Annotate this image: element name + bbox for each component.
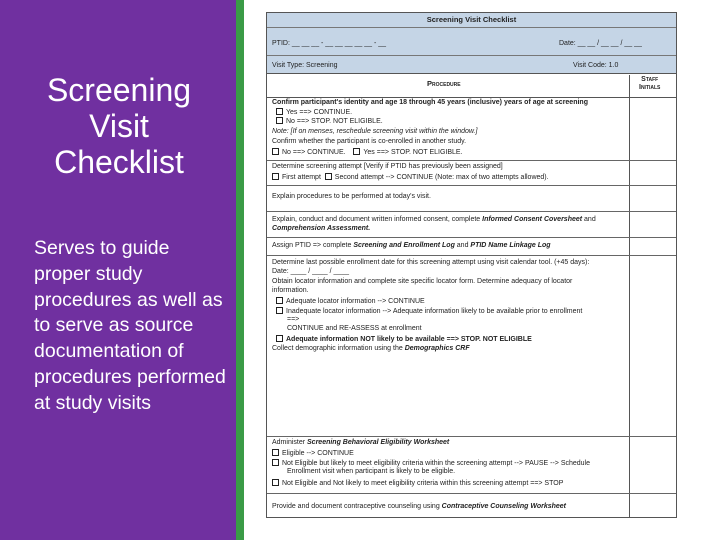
checklist-option: First attempt Second attempt --> CONTINUE (Note: max of two attempts allowed). [272,173,549,183]
checklist-line: Explain, conduct and document written informed consent, complete Informed Consent Coversheet and [272,216,596,223]
checkbox[interactable] [272,459,279,466]
checklist-line: Confirm whether the participant is co-enrolled in another study. [272,138,467,145]
checklist-option: Not Eligible but likely to meet eligibility criteria within the screening attempt --> PAUSE --> Schedule [272,459,590,469]
checklist-line: Provide and document contraceptive counseling using Contraceptive Counseling Worksheet [272,503,567,510]
checklist-option: Yes ==> CONTINUE. [276,108,352,118]
ptid-field: PTID: __ __ __ - __ __ __ __ __ - __ [272,40,387,47]
checklist-line: Determine screening attempt [Verify if PTID has previously been assigned] [272,163,503,170]
checkbox[interactable] [325,173,332,180]
checklist-document [266,12,677,518]
checklist-line: Administer Screening Behavioral Eligibility Worksheet [272,439,450,446]
checklist-line: Comprehension Assessment. [272,225,371,232]
staff-header-line-2: Initials [639,84,661,91]
procedure-column-header: Procedure [427,79,461,88]
document-header [267,13,676,74]
checklist-note: Note: [If on menses, reschedule screening visit within the window.] [272,128,478,135]
checkbox[interactable] [272,173,279,180]
accent-bar [236,0,244,540]
checkbox[interactable] [272,449,279,456]
checkbox[interactable] [272,479,279,486]
checklist-option: No ==> CONTINUE. Yes ==> STOP. NOT ELIGIBLE. [272,148,463,158]
checklist-option: No ==> STOP. NOT ELIGIBLE. [276,117,383,127]
checklist-line: Date: ____ / ____ / ____ [272,268,350,275]
checklist-line: Obtain locator information and complete site specific locator form. Determine adequacy of locator [272,278,573,285]
column-header-row [267,75,676,98]
checkbox[interactable] [276,117,283,124]
staff-initials-column-header [639,76,660,92]
checkbox[interactable] [353,148,360,155]
checkbox[interactable] [276,307,283,314]
document-title: Screening Visit Checklist [426,15,517,24]
checklist-line: ==> [287,316,300,323]
checklist-line: information. [272,287,309,294]
column-divider [629,75,630,517]
left-panel [0,0,236,540]
staff-header-line-1: Staff [641,76,659,83]
checkbox[interactable] [276,335,283,342]
checklist-option: Eligible --> CONTINUE [272,449,354,459]
checkbox[interactable] [276,297,283,304]
visit-type-field: Visit Type: Screening [272,62,338,69]
checklist-option: Adequate locator information --> CONTINUE [276,297,425,307]
slide-description: Serves to guide proper study procedures as well as to serve as source documentation of procedures performed at study visits [34,237,226,414]
checklist-line: Explain procedures to be performed at today's visit. [272,193,431,200]
slide-title: Screening Visit Checklist [46,72,192,180]
checklist-line: Collect demographic information using the Demographics CRF [272,345,470,352]
checklist-option: Adequate information NOT likely to be available ==> STOP. NOT ELIGIBLE [276,335,532,345]
checklist-line: Assign PTID => complete Screening and Enrollment Log and PTID Name Linkage Log [272,242,551,249]
checkbox[interactable] [272,148,279,155]
checklist-line: Determine last possible enrollment date for this screening attempt using visit calendar tool. (+45 days): [272,259,590,266]
checklist-line: Enrollment visit when participant is likely to be eligible. [287,468,456,475]
visit-code-field: Visit Code: 1.0 [573,62,619,69]
checkbox[interactable] [276,108,283,115]
checklist-line: Confirm participant's identity and age 18 through 45 years (inclusive) years of age at screening [272,99,588,106]
checklist-line: CONTINUE and RE-ASSESS at enrollment [287,325,422,332]
date-field: Date: __ __ / __ __ / __ __ [559,40,642,47]
checklist-option: Not Eligible and Not likely to meet eligibility criteria within this screening attempt ==> STOP [272,479,563,489]
checklist-option: Inadequate locator information --> Adequate information likely to be available prior to enrollment [276,307,582,317]
